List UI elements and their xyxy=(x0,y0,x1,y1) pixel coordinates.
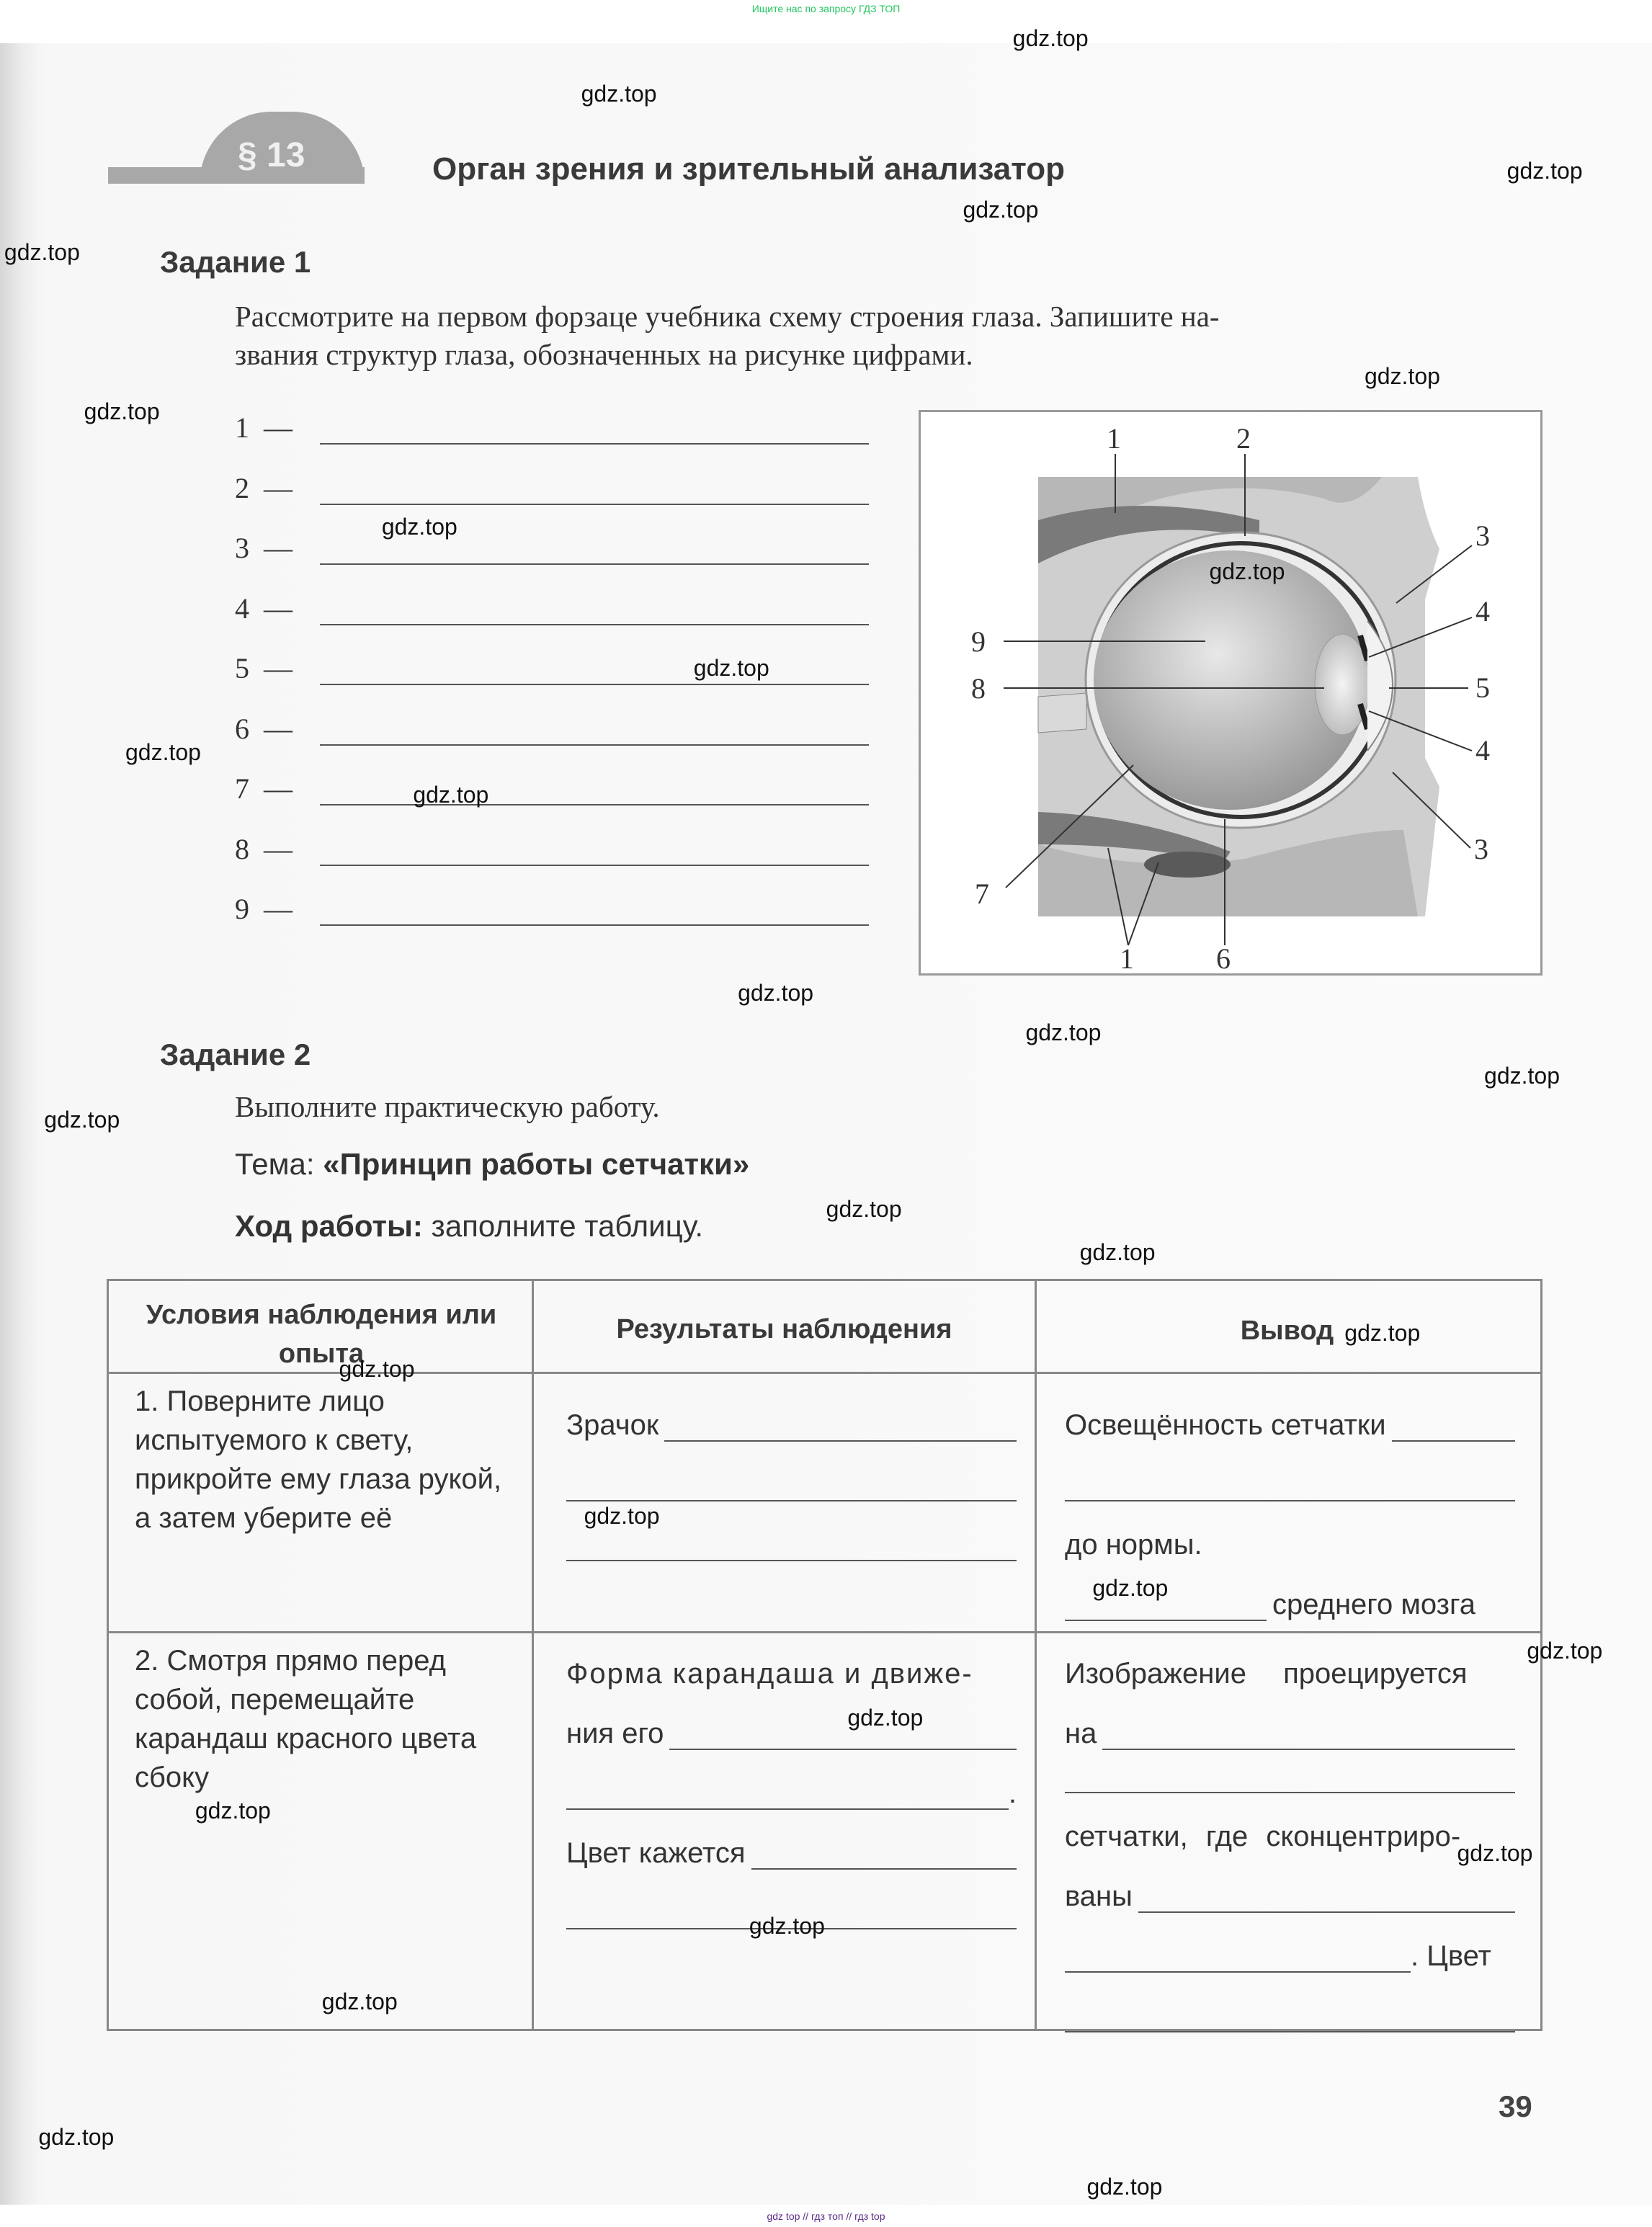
answer-blank[interactable] xyxy=(1065,1767,1515,1793)
watermark: gdz.top xyxy=(321,1988,398,2014)
label-1-bottom: 1 xyxy=(1120,942,1134,973)
watermark: gdz.top xyxy=(1079,1239,1156,1265)
answer-blank[interactable] xyxy=(320,903,869,926)
answer-blank[interactable] xyxy=(1102,1724,1515,1750)
row2-condition: 2. Смотря прямо перед собой, перемещайте карандаш красного цвета сбоку xyxy=(135,1645,477,1793)
answer-blank[interactable] xyxy=(1065,1476,1515,1501)
column-divider xyxy=(1035,1281,1037,2029)
answer-line xyxy=(235,651,869,685)
answer-line xyxy=(235,712,869,746)
line-number: 8 xyxy=(235,832,249,865)
answer-blank[interactable] xyxy=(566,1476,1017,1501)
watermark: gdz.top xyxy=(826,1196,902,1223)
line-number: 3 xyxy=(235,532,249,564)
answer-blank[interactable] xyxy=(1392,1416,1515,1442)
answer-line xyxy=(235,892,869,926)
watermark: gdz.top xyxy=(195,1797,271,1824)
watermark: gdz.top xyxy=(339,1355,415,1382)
watermark: gdz.top xyxy=(1209,558,1285,584)
label-7: 7 xyxy=(975,878,989,910)
watermark: gdz.top xyxy=(584,1502,660,1529)
row2-conclusion-text: ваны xyxy=(1065,1880,1133,1912)
watermark: gdz.top xyxy=(1527,1638,1603,1664)
header-conditions: Условия наблюдения или опыта xyxy=(146,1300,497,1369)
watermark: gdz.top xyxy=(38,2123,115,2150)
answer-blank[interactable] xyxy=(751,1844,1017,1870)
line-number: 4 xyxy=(235,592,249,625)
row1-result-text: Зрачок xyxy=(566,1409,659,1441)
task1-text-line2: звания структур глаза, обозначенных на рисунке цифрами. xyxy=(235,338,973,371)
task1-text-line1: Рассмотрите на первом форзаце учебника схему строения глаза. Запишите на- xyxy=(235,300,1220,333)
answer-blank[interactable] xyxy=(566,1784,1009,1810)
watermark: gdz.top xyxy=(1506,158,1583,184)
answer-line xyxy=(235,411,869,445)
watermark: gdz.top xyxy=(693,655,769,682)
line-dash: — xyxy=(264,712,293,745)
answer-line xyxy=(235,592,869,625)
line-number: 5 xyxy=(235,652,249,684)
watermark: gdz.top xyxy=(847,1705,924,1731)
row1-conclusion-text: среднего мозга xyxy=(1272,1589,1475,1620)
line-dash: — xyxy=(264,652,293,684)
row1-result xyxy=(566,1382,1017,1561)
line-number: 6 xyxy=(235,712,249,745)
answer-blank[interactable] xyxy=(320,782,869,805)
watermark: gdz.top xyxy=(125,738,201,765)
label-4-bottom: 4 xyxy=(1475,734,1490,767)
answer-blank[interactable] xyxy=(320,602,869,625)
answer-blank[interactable] xyxy=(320,542,869,565)
answer-blank[interactable] xyxy=(1065,1947,1411,1973)
watermark: gdz.top xyxy=(1012,25,1089,52)
watermark: gdz.top xyxy=(1025,1019,1102,1046)
label-1-top: 1 xyxy=(1107,422,1121,455)
watermark: gdz.top xyxy=(4,238,80,265)
answer-blank[interactable] xyxy=(566,1535,1017,1561)
row1-conclusion-text: Освещённость сетчатки xyxy=(1065,1409,1386,1441)
line-number: 1 xyxy=(235,411,249,444)
header-results: Результаты наблюдения xyxy=(616,1314,952,1344)
column-divider xyxy=(532,1281,534,2029)
watermark: gdz.top xyxy=(1364,362,1440,389)
topic-label: Тема: xyxy=(235,1147,323,1181)
line-dash: — xyxy=(264,832,293,865)
watermark: gdz.top xyxy=(413,782,489,808)
label-2: 2 xyxy=(1236,422,1251,455)
eye-structure-illustration xyxy=(921,412,1540,973)
section-number: § 13 xyxy=(238,136,305,174)
row2-result xyxy=(566,1630,1017,1929)
watermark: gdz.top xyxy=(963,196,1039,223)
procedure-text: заполните таблицу. xyxy=(422,1209,704,1243)
watermark: gdz.top xyxy=(749,1912,825,1939)
line-number: 7 xyxy=(235,772,249,805)
row2-conclusion-text: . Цвет xyxy=(1411,1940,1491,1972)
watermark: gdz.top xyxy=(1344,1320,1421,1347)
optic-nerve xyxy=(1038,693,1086,733)
answer-blank[interactable] xyxy=(320,723,869,746)
line-dash: — xyxy=(264,592,293,625)
watermark: gdz.top xyxy=(738,979,814,1006)
watermark: gdz.top xyxy=(1092,1575,1169,1602)
line-number: 9 xyxy=(235,893,249,925)
row2-result-text: . xyxy=(1008,1777,1017,1809)
line-number: 2 xyxy=(235,471,249,504)
answer-blank[interactable] xyxy=(320,662,869,685)
answer-blank[interactable] xyxy=(1065,2007,1515,2032)
answer-line xyxy=(235,531,869,565)
line-dash: — xyxy=(264,411,293,444)
answer-blank[interactable] xyxy=(1138,1887,1515,1913)
line-dash: — xyxy=(264,471,293,504)
page-number: 39 xyxy=(1499,2089,1532,2123)
top-search-note: Ищите нас по запросу ГДЗ ТОП xyxy=(751,3,901,14)
header-conclusion: Вывод xyxy=(1240,1316,1334,1346)
task2-heading: Задание 2 xyxy=(160,1037,311,1071)
watermark: gdz.top xyxy=(381,514,457,540)
row2-result-text: ния его xyxy=(566,1718,664,1749)
task2-instruction: Выполните практическую работу. xyxy=(235,1090,660,1123)
label-9: 9 xyxy=(971,625,986,658)
answer-blank[interactable] xyxy=(320,482,869,505)
answer-blank[interactable] xyxy=(669,1724,1017,1750)
answer-line xyxy=(235,772,869,805)
task2-topic xyxy=(235,1147,749,1182)
label-4-top: 4 xyxy=(1475,595,1490,628)
label-5: 5 xyxy=(1475,671,1490,704)
page-title: Орган зрения и зрительный анализатор xyxy=(432,151,1065,187)
watermark: gdz.top xyxy=(44,1106,120,1133)
watermark: gdz.top xyxy=(84,398,160,425)
label-3-bottom: 3 xyxy=(1474,833,1488,865)
row2-conclusion-text: Изображение проецируется xyxy=(1065,1658,1468,1690)
row2-conclusion-text: сетчатки, где сконцентриро- xyxy=(1065,1821,1461,1852)
answer-blank[interactable] xyxy=(320,843,869,866)
row2-conclusion-text: на xyxy=(1065,1718,1097,1749)
line-dash: — xyxy=(264,893,293,925)
label-8: 8 xyxy=(971,672,986,705)
procedure-label: Ход работы: xyxy=(235,1209,423,1243)
watermark: gdz.top xyxy=(1457,1840,1533,1867)
task1-heading: Задание 1 xyxy=(160,245,311,279)
line-dash: — xyxy=(264,772,293,805)
watermark: gdz.top xyxy=(1086,2173,1163,2200)
footer-watermark: gdz top // гдз топ // гдз top xyxy=(767,2210,885,2222)
answer-blank[interactable] xyxy=(664,1416,1017,1442)
row2-conclusion xyxy=(1065,1630,1515,2032)
eye-diagram xyxy=(919,410,1542,976)
task2-procedure xyxy=(235,1209,703,1244)
label-6: 6 xyxy=(1216,942,1231,973)
answer-line xyxy=(235,471,869,505)
answer-line xyxy=(235,832,869,866)
row2-result-text: Цвет кажется xyxy=(566,1837,746,1869)
topic-title: «Принцип работы сетчатки» xyxy=(323,1147,750,1181)
watermark: gdz.top xyxy=(581,81,657,107)
watermark: gdz.top xyxy=(1484,1062,1560,1089)
line-dash: — xyxy=(264,532,293,564)
row1-conclusion-text: до нормы. xyxy=(1065,1529,1202,1561)
row1-condition: 1. Поверните лицо испытуемого к свету, прикройте ему глаза рукой, а затем уберите её xyxy=(135,1385,502,1534)
answer-blank[interactable] xyxy=(320,421,869,445)
label-3-top: 3 xyxy=(1475,519,1490,552)
row2-result-text: Форма карандаша и движе- xyxy=(566,1658,973,1690)
